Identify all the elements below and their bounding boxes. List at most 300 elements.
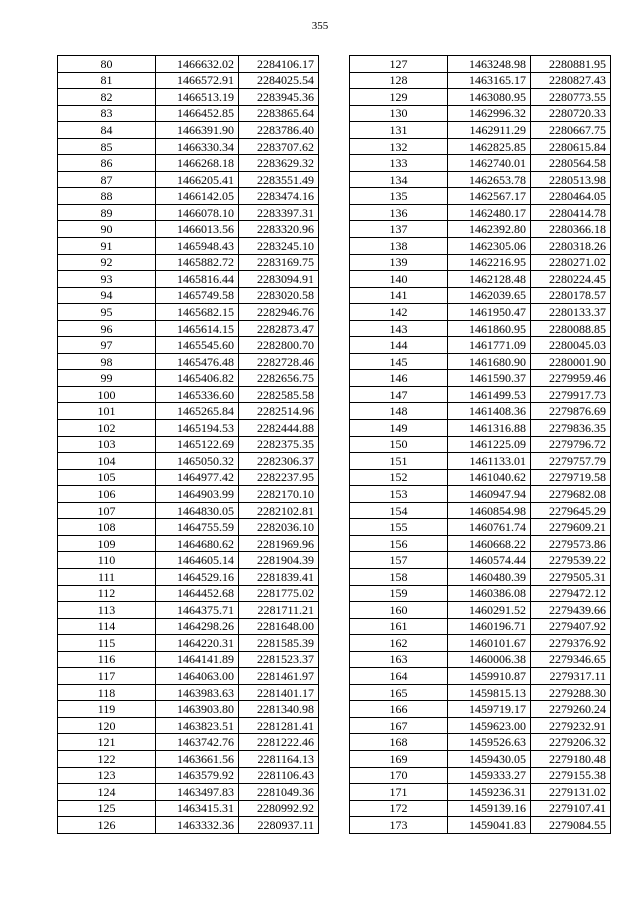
point-number-cell: 114: [58, 618, 156, 635]
table-row: [350, 304, 611, 321]
table-row: [58, 403, 319, 420]
y-coordinate-cell: 2279796.72: [531, 436, 611, 453]
table-row: [350, 420, 611, 437]
point-number-cell: 105: [58, 469, 156, 486]
table-row: [350, 221, 611, 238]
table-row: [350, 89, 611, 106]
point-number-cell: 91: [58, 238, 156, 255]
y-coordinate-cell: 2280513.98: [531, 171, 611, 188]
coordinates-table-left: [57, 55, 319, 834]
point-number-cell: 169: [350, 750, 448, 767]
x-coordinate-cell: 1459139.16: [448, 800, 531, 817]
y-coordinate-cell: 2282306.37: [239, 453, 319, 470]
y-coordinate-cell: 2283865.64: [239, 105, 319, 122]
x-coordinate-cell: 1466268.18: [156, 155, 239, 172]
y-coordinate-cell: 2282514.96: [239, 403, 319, 420]
point-number-cell: 154: [350, 502, 448, 519]
y-coordinate-cell: 2279439.66: [531, 602, 611, 619]
x-coordinate-cell: 1459430.05: [448, 750, 531, 767]
x-coordinate-cell: 1459815.13: [448, 684, 531, 701]
table-row: [58, 56, 319, 73]
point-number-cell: 144: [350, 337, 448, 354]
y-coordinate-cell: 2279288.30: [531, 684, 611, 701]
table-row: [58, 684, 319, 701]
point-number-cell: 131: [350, 122, 448, 139]
y-coordinate-cell: 2279573.86: [531, 535, 611, 552]
y-coordinate-cell: 2281401.17: [239, 684, 319, 701]
x-coordinate-cell: 1464680.62: [156, 535, 239, 552]
point-number-cell: 81: [58, 72, 156, 89]
point-number-cell: 82: [58, 89, 156, 106]
x-coordinate-cell: 1464220.31: [156, 635, 239, 652]
y-coordinate-cell: 2282036.10: [239, 519, 319, 536]
point-number-cell: 165: [350, 684, 448, 701]
table-row: [58, 238, 319, 255]
table-row: [350, 519, 611, 536]
table-row: [350, 403, 611, 420]
y-coordinate-cell: 2279876.69: [531, 403, 611, 420]
point-number-cell: 94: [58, 287, 156, 304]
point-number-cell: 93: [58, 271, 156, 288]
y-coordinate-cell: 2279472.12: [531, 585, 611, 602]
x-coordinate-cell: 1465816.44: [156, 271, 239, 288]
table-row: [350, 651, 611, 668]
x-coordinate-cell: 1465545.60: [156, 337, 239, 354]
y-coordinate-cell: 2281648.00: [239, 618, 319, 635]
point-number-cell: 133: [350, 155, 448, 172]
x-coordinate-cell: 1463903.80: [156, 701, 239, 718]
x-coordinate-cell: 1463248.98: [448, 56, 531, 73]
y-coordinate-cell: 2283020.58: [239, 287, 319, 304]
y-coordinate-cell: 2279180.48: [531, 750, 611, 767]
table-row: [350, 155, 611, 172]
x-coordinate-cell: 1462128.48: [448, 271, 531, 288]
x-coordinate-cell: 1462825.85: [448, 138, 531, 155]
table-row: [350, 585, 611, 602]
point-number-cell: 117: [58, 668, 156, 685]
coordinates-table-right: [349, 55, 611, 834]
y-coordinate-cell: 2281904.39: [239, 552, 319, 569]
y-coordinate-cell: 2279645.29: [531, 502, 611, 519]
x-coordinate-cell: 1461950.47: [448, 304, 531, 321]
table-row: [350, 122, 611, 139]
table-row: [58, 701, 319, 718]
table-row: [350, 618, 611, 635]
y-coordinate-cell: 2279260.24: [531, 701, 611, 718]
x-coordinate-cell: 1466205.41: [156, 171, 239, 188]
table-row: [350, 436, 611, 453]
x-coordinate-cell: 1459623.00: [448, 717, 531, 734]
y-coordinate-cell: 2280720.33: [531, 105, 611, 122]
y-coordinate-cell: 2281839.41: [239, 568, 319, 585]
x-coordinate-cell: 1462305.06: [448, 238, 531, 255]
point-number-cell: 116: [58, 651, 156, 668]
x-coordinate-cell: 1462039.65: [448, 287, 531, 304]
x-coordinate-cell: 1461860.95: [448, 320, 531, 337]
point-number-cell: 84: [58, 122, 156, 139]
x-coordinate-cell: 1465682.15: [156, 304, 239, 321]
y-coordinate-cell: 2282656.75: [239, 370, 319, 387]
point-number-cell: 129: [350, 89, 448, 106]
table-row: [58, 287, 319, 304]
x-coordinate-cell: 1462740.01: [448, 155, 531, 172]
y-coordinate-cell: 2282444.88: [239, 420, 319, 437]
y-coordinate-cell: 2280045.03: [531, 337, 611, 354]
table-row: [58, 72, 319, 89]
table-row: [58, 188, 319, 205]
x-coordinate-cell: 1464529.16: [156, 568, 239, 585]
x-coordinate-cell: 1460196.71: [448, 618, 531, 635]
table-row: [350, 784, 611, 801]
x-coordinate-cell: 1463165.17: [448, 72, 531, 89]
y-coordinate-cell: 2280827.43: [531, 72, 611, 89]
y-coordinate-cell: 2281049.36: [239, 784, 319, 801]
x-coordinate-cell: 1464903.99: [156, 486, 239, 503]
table-row: [58, 784, 319, 801]
table-row: [350, 684, 611, 701]
x-coordinate-cell: 1466330.34: [156, 138, 239, 155]
table-row: [58, 734, 319, 751]
x-coordinate-cell: 1461771.09: [448, 337, 531, 354]
x-coordinate-cell: 1464755.59: [156, 519, 239, 536]
x-coordinate-cell: 1460386.08: [448, 585, 531, 602]
table-row: [350, 238, 611, 255]
table-row: [58, 651, 319, 668]
point-number-cell: 124: [58, 784, 156, 801]
x-coordinate-cell: 1460006.38: [448, 651, 531, 668]
table-row: [58, 436, 319, 453]
y-coordinate-cell: 2279131.02: [531, 784, 611, 801]
point-number-cell: 92: [58, 254, 156, 271]
y-coordinate-cell: 2282728.46: [239, 353, 319, 370]
point-number-cell: 87: [58, 171, 156, 188]
x-coordinate-cell: 1465122.69: [156, 436, 239, 453]
y-coordinate-cell: 2281281.41: [239, 717, 319, 734]
point-number-cell: 151: [350, 453, 448, 470]
table-row: [58, 353, 319, 370]
point-number-cell: 101: [58, 403, 156, 420]
point-number-cell: 166: [350, 701, 448, 718]
point-number-cell: 83: [58, 105, 156, 122]
point-number-cell: 132: [350, 138, 448, 155]
table-row: [350, 254, 611, 271]
table-row: [58, 817, 319, 834]
point-number-cell: 122: [58, 750, 156, 767]
y-coordinate-cell: 2283320.96: [239, 221, 319, 238]
x-coordinate-cell: 1461225.09: [448, 436, 531, 453]
table-row: [58, 122, 319, 139]
point-number-cell: 171: [350, 784, 448, 801]
table-row: [350, 717, 611, 734]
y-coordinate-cell: 2279539.22: [531, 552, 611, 569]
point-number-cell: 128: [350, 72, 448, 89]
point-number-cell: 155: [350, 519, 448, 536]
y-coordinate-cell: 2279609.21: [531, 519, 611, 536]
point-number-cell: 148: [350, 403, 448, 420]
y-coordinate-cell: 2279959.46: [531, 370, 611, 387]
point-number-cell: 102: [58, 420, 156, 437]
point-number-cell: 121: [58, 734, 156, 751]
y-coordinate-cell: 2280881.95: [531, 56, 611, 73]
y-coordinate-cell: 2280615.84: [531, 138, 611, 155]
point-number-cell: 110: [58, 552, 156, 569]
x-coordinate-cell: 1466572.91: [156, 72, 239, 89]
point-number-cell: 168: [350, 734, 448, 751]
table-row: [350, 767, 611, 784]
x-coordinate-cell: 1465882.72: [156, 254, 239, 271]
table-row: [58, 271, 319, 288]
table-row: [350, 453, 611, 470]
y-coordinate-cell: 2280464.05: [531, 188, 611, 205]
y-coordinate-cell: 2280001.90: [531, 353, 611, 370]
x-coordinate-cell: 1465336.60: [156, 386, 239, 403]
x-coordinate-cell: 1465948.43: [156, 238, 239, 255]
point-number-cell: 149: [350, 420, 448, 437]
table-row: [58, 221, 319, 238]
table-row: [58, 552, 319, 569]
y-coordinate-cell: 2283707.62: [239, 138, 319, 155]
table-row: [350, 535, 611, 552]
x-coordinate-cell: 1461408.36: [448, 403, 531, 420]
y-coordinate-cell: 2282170.10: [239, 486, 319, 503]
point-number-cell: 118: [58, 684, 156, 701]
point-number-cell: 103: [58, 436, 156, 453]
x-coordinate-cell: 1462216.95: [448, 254, 531, 271]
point-number-cell: 85: [58, 138, 156, 155]
y-coordinate-cell: 2281340.98: [239, 701, 319, 718]
table-row: [58, 519, 319, 536]
table-row: [350, 635, 611, 652]
point-number-cell: 89: [58, 204, 156, 221]
coordinates-table-body: [350, 56, 611, 834]
x-coordinate-cell: 1459333.27: [448, 767, 531, 784]
y-coordinate-cell: 2279317.11: [531, 668, 611, 685]
table-row: [350, 353, 611, 370]
point-number-cell: 98: [58, 353, 156, 370]
x-coordinate-cell: 1465265.84: [156, 403, 239, 420]
y-coordinate-cell: 2281711.21: [239, 602, 319, 619]
table-row: [58, 486, 319, 503]
y-coordinate-cell: 2281222.46: [239, 734, 319, 751]
table-row: [350, 469, 611, 486]
x-coordinate-cell: 1465476.48: [156, 353, 239, 370]
y-coordinate-cell: 2281585.39: [239, 635, 319, 652]
table-row: [350, 701, 611, 718]
x-coordinate-cell: 1459910.87: [448, 668, 531, 685]
x-coordinate-cell: 1464375.71: [156, 602, 239, 619]
point-number-cell: 146: [350, 370, 448, 387]
point-number-cell: 158: [350, 568, 448, 585]
y-coordinate-cell: 2283629.32: [239, 155, 319, 172]
table-row: [58, 320, 319, 337]
table-row: [58, 138, 319, 155]
point-number-cell: 123: [58, 767, 156, 784]
table-row: [350, 105, 611, 122]
point-number-cell: 120: [58, 717, 156, 734]
y-coordinate-cell: 2282375.35: [239, 436, 319, 453]
y-coordinate-cell: 2281106.43: [239, 767, 319, 784]
table-row: [350, 568, 611, 585]
table-row: [58, 800, 319, 817]
point-number-cell: 111: [58, 568, 156, 585]
y-coordinate-cell: 2279407.92: [531, 618, 611, 635]
table-row: [58, 767, 319, 784]
x-coordinate-cell: 1466391.90: [156, 122, 239, 139]
y-coordinate-cell: 2283551.49: [239, 171, 319, 188]
point-number-cell: 109: [58, 535, 156, 552]
x-coordinate-cell: 1464977.42: [156, 469, 239, 486]
point-number-cell: 173: [350, 817, 448, 834]
point-number-cell: 141: [350, 287, 448, 304]
table-row: [350, 602, 611, 619]
point-number-cell: 96: [58, 320, 156, 337]
x-coordinate-cell: 1460291.52: [448, 602, 531, 619]
table-row: [58, 171, 319, 188]
x-coordinate-cell: 1464605.14: [156, 552, 239, 569]
point-number-cell: 104: [58, 453, 156, 470]
table-row: [350, 486, 611, 503]
y-coordinate-cell: 2279757.79: [531, 453, 611, 470]
table-row: [58, 370, 319, 387]
x-coordinate-cell: 1465050.32: [156, 453, 239, 470]
x-coordinate-cell: 1463332.36: [156, 817, 239, 834]
table-row: [350, 72, 611, 89]
point-number-cell: 162: [350, 635, 448, 652]
x-coordinate-cell: 1462392.80: [448, 221, 531, 238]
y-coordinate-cell: 2283245.10: [239, 238, 319, 255]
y-coordinate-cell: 2282237.95: [239, 469, 319, 486]
y-coordinate-cell: 2283397.31: [239, 204, 319, 221]
y-coordinate-cell: 2280224.45: [531, 271, 611, 288]
x-coordinate-cell: 1460480.39: [448, 568, 531, 585]
table-row: [58, 105, 319, 122]
y-coordinate-cell: 2279376.92: [531, 635, 611, 652]
y-coordinate-cell: 2280992.92: [239, 800, 319, 817]
x-coordinate-cell: 1460574.44: [448, 552, 531, 569]
table-row: [350, 817, 611, 834]
table-row: [350, 386, 611, 403]
table-row: [58, 750, 319, 767]
table-row: [58, 204, 319, 221]
y-coordinate-cell: 2279206.32: [531, 734, 611, 751]
x-coordinate-cell: 1463415.31: [156, 800, 239, 817]
x-coordinate-cell: 1462996.32: [448, 105, 531, 122]
table-row: [58, 254, 319, 271]
y-coordinate-cell: 2281969.96: [239, 535, 319, 552]
y-coordinate-cell: 2280178.57: [531, 287, 611, 304]
x-coordinate-cell: 1461499.53: [448, 386, 531, 403]
point-number-cell: 127: [350, 56, 448, 73]
point-number-cell: 156: [350, 535, 448, 552]
point-number-cell: 130: [350, 105, 448, 122]
y-coordinate-cell: 2280414.78: [531, 204, 611, 221]
table-row: [350, 668, 611, 685]
table-row: [350, 750, 611, 767]
x-coordinate-cell: 1465406.82: [156, 370, 239, 387]
x-coordinate-cell: 1462480.17: [448, 204, 531, 221]
table-row: [58, 453, 319, 470]
x-coordinate-cell: 1461316.88: [448, 420, 531, 437]
y-coordinate-cell: 2279155.38: [531, 767, 611, 784]
table-row: [58, 386, 319, 403]
x-coordinate-cell: 1463742.76: [156, 734, 239, 751]
y-coordinate-cell: 2280667.75: [531, 122, 611, 139]
x-coordinate-cell: 1460854.98: [448, 502, 531, 519]
point-number-cell: 112: [58, 585, 156, 602]
y-coordinate-cell: 2283094.91: [239, 271, 319, 288]
table-row: [58, 89, 319, 106]
table-row: [350, 552, 611, 569]
point-number-cell: 157: [350, 552, 448, 569]
point-number-cell: 119: [58, 701, 156, 718]
x-coordinate-cell: 1465614.15: [156, 320, 239, 337]
x-coordinate-cell: 1465749.58: [156, 287, 239, 304]
point-number-cell: 140: [350, 271, 448, 288]
table-row: [58, 469, 319, 486]
point-number-cell: 145: [350, 353, 448, 370]
point-number-cell: 126: [58, 817, 156, 834]
point-number-cell: 167: [350, 717, 448, 734]
table-row: [58, 502, 319, 519]
table-row: [58, 602, 319, 619]
table-row: [58, 668, 319, 685]
table-row: [350, 188, 611, 205]
table-row: [350, 370, 611, 387]
y-coordinate-cell: 2282873.47: [239, 320, 319, 337]
point-number-cell: 135: [350, 188, 448, 205]
point-number-cell: 139: [350, 254, 448, 271]
y-coordinate-cell: 2280564.58: [531, 155, 611, 172]
point-number-cell: 150: [350, 436, 448, 453]
y-coordinate-cell: 2279682.08: [531, 486, 611, 503]
y-coordinate-cell: 2280318.26: [531, 238, 611, 255]
y-coordinate-cell: 2284106.17: [239, 56, 319, 73]
point-number-cell: 88: [58, 188, 156, 205]
table-row: [350, 204, 611, 221]
point-number-cell: 137: [350, 221, 448, 238]
y-coordinate-cell: 2281461.97: [239, 668, 319, 685]
table-row: [58, 618, 319, 635]
x-coordinate-cell: 1464452.68: [156, 585, 239, 602]
point-number-cell: 136: [350, 204, 448, 221]
x-coordinate-cell: 1459719.17: [448, 701, 531, 718]
y-coordinate-cell: 2282585.58: [239, 386, 319, 403]
y-coordinate-cell: 2283945.36: [239, 89, 319, 106]
point-number-cell: 108: [58, 519, 156, 536]
x-coordinate-cell: 1462911.29: [448, 122, 531, 139]
x-coordinate-cell: 1463579.92: [156, 767, 239, 784]
table-row: [350, 337, 611, 354]
table-row: [350, 56, 611, 73]
table-row: [58, 337, 319, 354]
coordinates-table-body: [58, 56, 319, 834]
x-coordinate-cell: 1461590.37: [448, 370, 531, 387]
x-coordinate-cell: 1465194.53: [156, 420, 239, 437]
point-number-cell: 138: [350, 238, 448, 255]
x-coordinate-cell: 1463983.63: [156, 684, 239, 701]
y-coordinate-cell: 2280088.85: [531, 320, 611, 337]
x-coordinate-cell: 1460101.67: [448, 635, 531, 652]
table-row: [350, 320, 611, 337]
x-coordinate-cell: 1461040.62: [448, 469, 531, 486]
table-row: [350, 171, 611, 188]
x-coordinate-cell: 1466632.02: [156, 56, 239, 73]
point-number-cell: 95: [58, 304, 156, 321]
point-number-cell: 113: [58, 602, 156, 619]
x-coordinate-cell: 1463823.51: [156, 717, 239, 734]
x-coordinate-cell: 1463497.83: [156, 784, 239, 801]
point-number-cell: 160: [350, 602, 448, 619]
